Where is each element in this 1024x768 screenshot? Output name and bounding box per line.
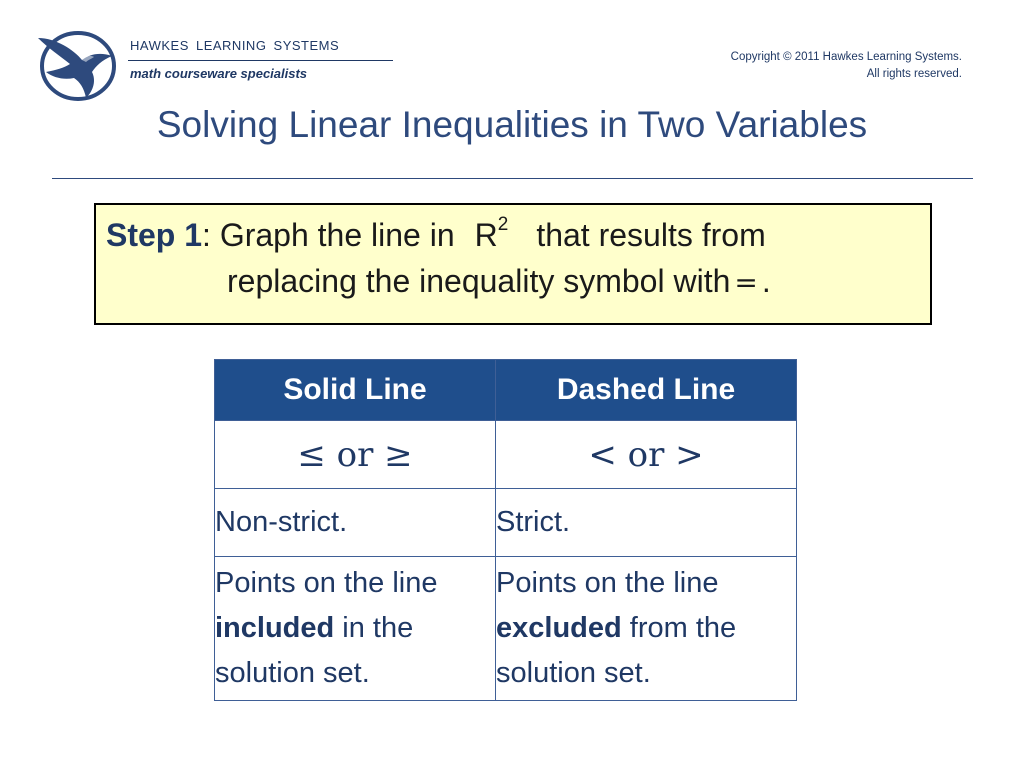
dashed-points-text: Points on the line bbox=[496, 567, 719, 599]
solid-points-cell bbox=[215, 557, 496, 701]
rights-reserved-line: All rights reserved. bbox=[866, 68, 962, 80]
table-row bbox=[215, 557, 797, 701]
brand-tagline: math courseware specialists bbox=[130, 66, 308, 81]
step-line-2 bbox=[227, 263, 771, 300]
dashed-points-text-end: from the solution set. bbox=[496, 612, 737, 689]
step-instruction-line2: replacing the inequality symbol with bbox=[227, 263, 731, 299]
copyright-line: Copyright © 2011 Hawkes Learning Systems. bbox=[730, 51, 962, 63]
table-row bbox=[215, 421, 797, 489]
step-instruction: : Graph the line in bbox=[202, 217, 455, 253]
slide-title: Solving Linear Inequalities in Two Variables bbox=[156, 104, 868, 145]
included-emphasis: included bbox=[215, 612, 335, 644]
table-row bbox=[215, 489, 797, 557]
brand-name: HAWKES LEARNING SYSTEMS bbox=[130, 38, 340, 53]
step-instruction-rest: that results from bbox=[536, 217, 766, 253]
space-symbol: R bbox=[474, 217, 498, 253]
eagle-icon bbox=[34, 28, 118, 104]
hawkes-logo bbox=[34, 28, 118, 104]
step-period: . bbox=[761, 263, 771, 299]
step-line-1 bbox=[106, 214, 766, 254]
table-header-row bbox=[215, 360, 797, 421]
solid-points-text-end: in the solution set. bbox=[215, 612, 414, 689]
solid-points-text: Points on the line bbox=[215, 567, 438, 599]
solid-symbols-cell: ≤ or ≥ bbox=[215, 421, 496, 489]
dashed-type-cell: Strict. bbox=[496, 489, 797, 557]
solid-type-cell: Non-strict. bbox=[215, 489, 496, 557]
copyright-notice bbox=[731, 49, 962, 83]
space-exponent: 2 bbox=[497, 214, 509, 236]
step-box bbox=[94, 203, 932, 325]
equals-symbol: = bbox=[734, 266, 758, 299]
dashed-points-cell bbox=[496, 557, 797, 701]
step-label: Step 1 bbox=[106, 217, 203, 253]
header-solid-line: Solid Line bbox=[215, 360, 496, 421]
dashed-symbols-cell: < or > bbox=[496, 421, 797, 489]
excluded-emphasis: excluded bbox=[496, 612, 622, 644]
line-type-table bbox=[214, 359, 797, 701]
title-divider bbox=[52, 178, 973, 179]
header-dashed-line: Dashed Line bbox=[496, 360, 797, 421]
brand-divider bbox=[128, 60, 393, 61]
